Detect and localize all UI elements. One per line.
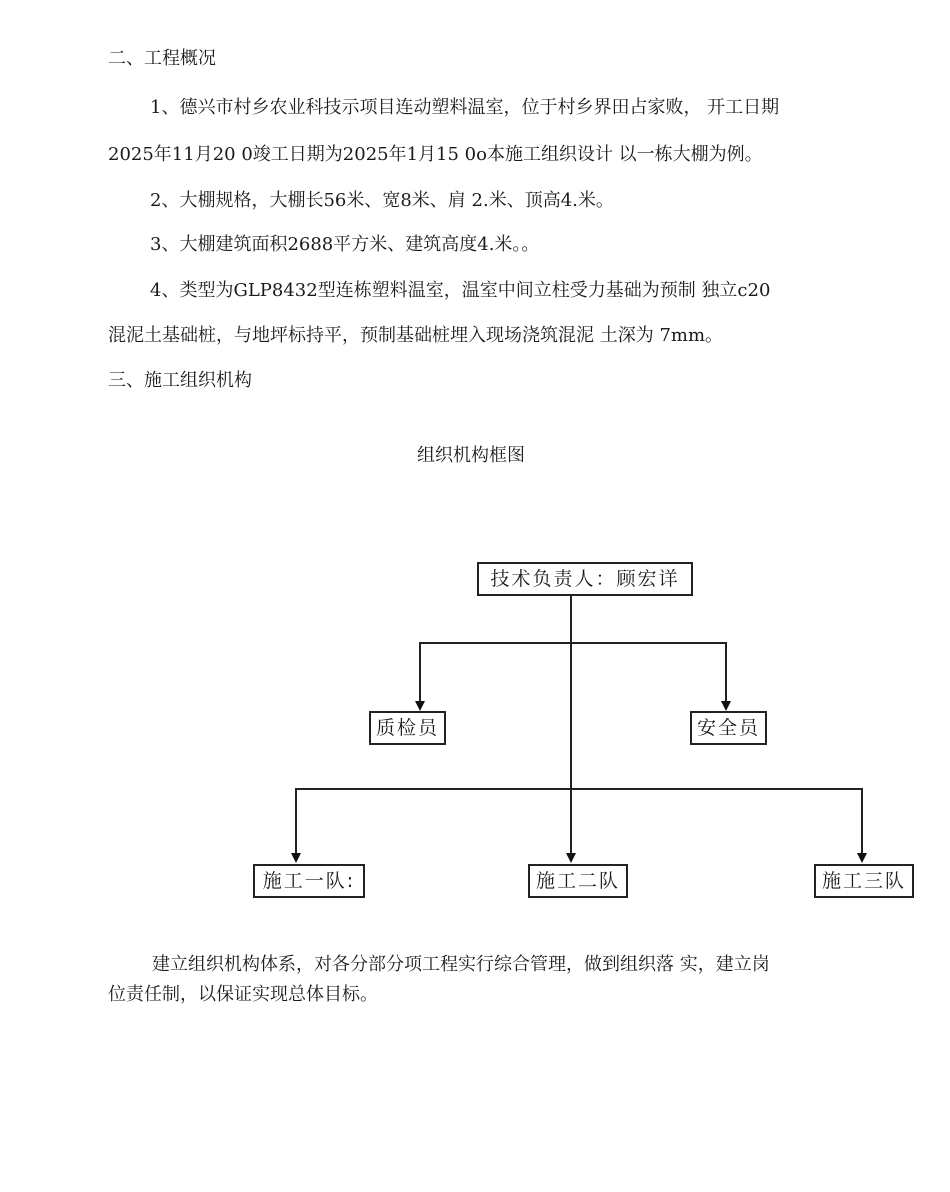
org-node-team-2: 施工二队 bbox=[528, 864, 628, 898]
org-node-team-1: 施工一队: bbox=[253, 864, 365, 898]
paragraph-2: 2、大棚规格，大棚长56米、宽8米、肩 2.米、顶高4.米。 bbox=[150, 190, 614, 211]
org-node-team-3: 施工三队 bbox=[814, 864, 914, 898]
paragraph-3: 3、大棚建筑面积2688平方米、建筑高度4.米。。 bbox=[150, 234, 540, 255]
chart-title: 组织机构框图 bbox=[417, 445, 525, 466]
branch-top bbox=[420, 643, 726, 706]
closing-line-1: 建立组织机构体系，对各分部分项工程实行综合管理，做到组织落 实，建立岗 bbox=[152, 954, 770, 975]
org-node-safety-officer: 安全员 bbox=[690, 711, 767, 745]
paragraph-4-line-2: 混泥土基础桩，与地坪标持平，预制基础桩埋入现场浇筑混泥 土深为 7mm。 bbox=[108, 325, 724, 346]
closing-line-2: 位责任制，以保证实现总体目标。 bbox=[108, 984, 378, 1005]
org-node-technical-lead: 技术负责人：顾宏详 bbox=[477, 562, 693, 596]
paragraph-1-line-1: 1、德兴市村乡农业科技示项目连动塑料温室，位于村乡界田占家败， 开工日期 bbox=[150, 97, 780, 118]
section-heading-organization: 三、施工组织机构 bbox=[108, 370, 252, 391]
paragraph-1-line-2: 2025年11月20 0竣工日期为2025年1月15 0o本施工组织设计 以一栋大棚为例。 bbox=[108, 144, 763, 165]
branch-bottom bbox=[296, 789, 862, 858]
section-heading-overview: 二、工程概况 bbox=[108, 48, 216, 69]
paragraph-4-line-1: 4、类型为GLP8432型连栋塑料温室，温室中间立柱受力基础为预制 独立c20 bbox=[150, 280, 771, 301]
org-node-quality-inspector: 质检员 bbox=[369, 711, 446, 745]
